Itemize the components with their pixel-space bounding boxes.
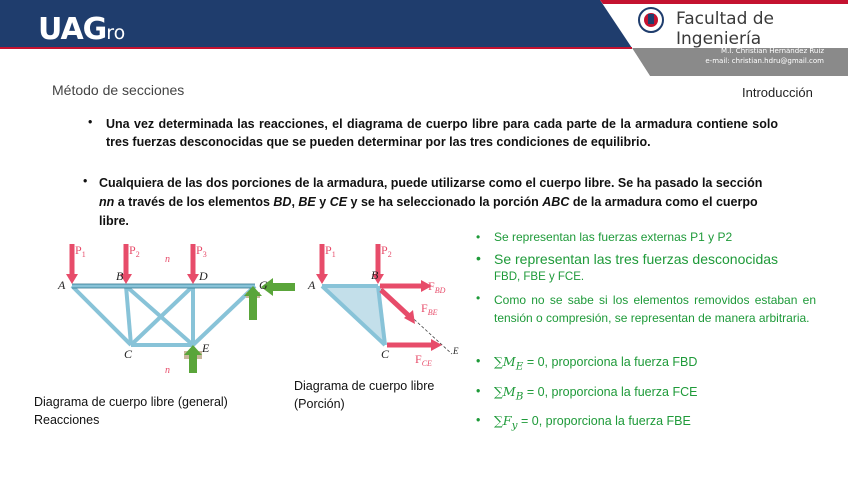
svg-text:n: n: [165, 254, 170, 265]
node-A: A: [58, 278, 66, 292]
section-label: Introducción: [742, 85, 813, 100]
node-B: B: [116, 269, 124, 283]
professor-email: e-mail: christian.hdru@gmail.com: [705, 57, 824, 65]
truss-diagram-portion: [305, 234, 475, 374]
bullet-1-text: Una vez determinada las reacciones, el diagrama de cuerpo libre para cada parte de la armadura contiene solo tres fuerzas desconocidas que se pueden determinar por las tres condiciones de equilibrio.: [106, 117, 778, 149]
node-D: D: [199, 269, 208, 283]
professor-name: M.I. Christian Hernández Ruiz: [721, 47, 824, 55]
caption-portion: [294, 377, 434, 413]
node-C: C: [124, 347, 133, 361]
svg-text:P2: $P_2$: [381, 243, 392, 259]
node-E: E: [202, 341, 210, 355]
svg-text:FBD: $F_{BD}$: [428, 279, 446, 295]
faculty-name: Facultad de Ingeniería: [676, 9, 775, 49]
caption-portion-line1: Diagrama de cuerpo libre: [294, 379, 435, 393]
svg-text:B: B: [371, 268, 379, 282]
svg-text:n: n: [165, 365, 170, 376]
caption-general-line2: Reacciones: [34, 413, 100, 427]
svg-text:E: E: [453, 346, 459, 356]
uagro-logo: UAGro: [38, 12, 126, 47]
caption-general: [34, 393, 228, 429]
truss-members: [72, 286, 255, 345]
svg-text:P2: $P_2$: [129, 243, 140, 259]
svg-text:C: C: [381, 347, 390, 361]
svg-text:A: A: [308, 278, 316, 292]
slide-title: Método de secciones: [52, 82, 185, 98]
svg-text:P1: $P_1$: [325, 243, 336, 259]
caption-portion-line2: (Porción): [294, 397, 345, 411]
svg-text:FBE: $F_{BE}$: [421, 301, 438, 317]
caption-general-line1: Diagrama de cuerpo libre (general): [34, 395, 228, 409]
svg-text:P3: $P_3$: [196, 243, 207, 259]
node-G: G: [259, 278, 268, 292]
bullet-2-text: Cualquiera de las dos porciones de la armadura, puede utilizarse como el cuerpo libre. Se ha pasado la sección nn a través de los elementos BD, BE y CE y se ha seleccionado la porción ABC de la armadura como el cuerpo libre.: [99, 176, 763, 228]
svg-text:P1: $P_1$: [75, 243, 86, 259]
professor-info: [705, 46, 824, 66]
svg-text:FCE: $F_{CE}$: [415, 352, 432, 368]
truss-diagram-general: [28, 234, 308, 380]
university-seal-icon: [639, 8, 663, 32]
